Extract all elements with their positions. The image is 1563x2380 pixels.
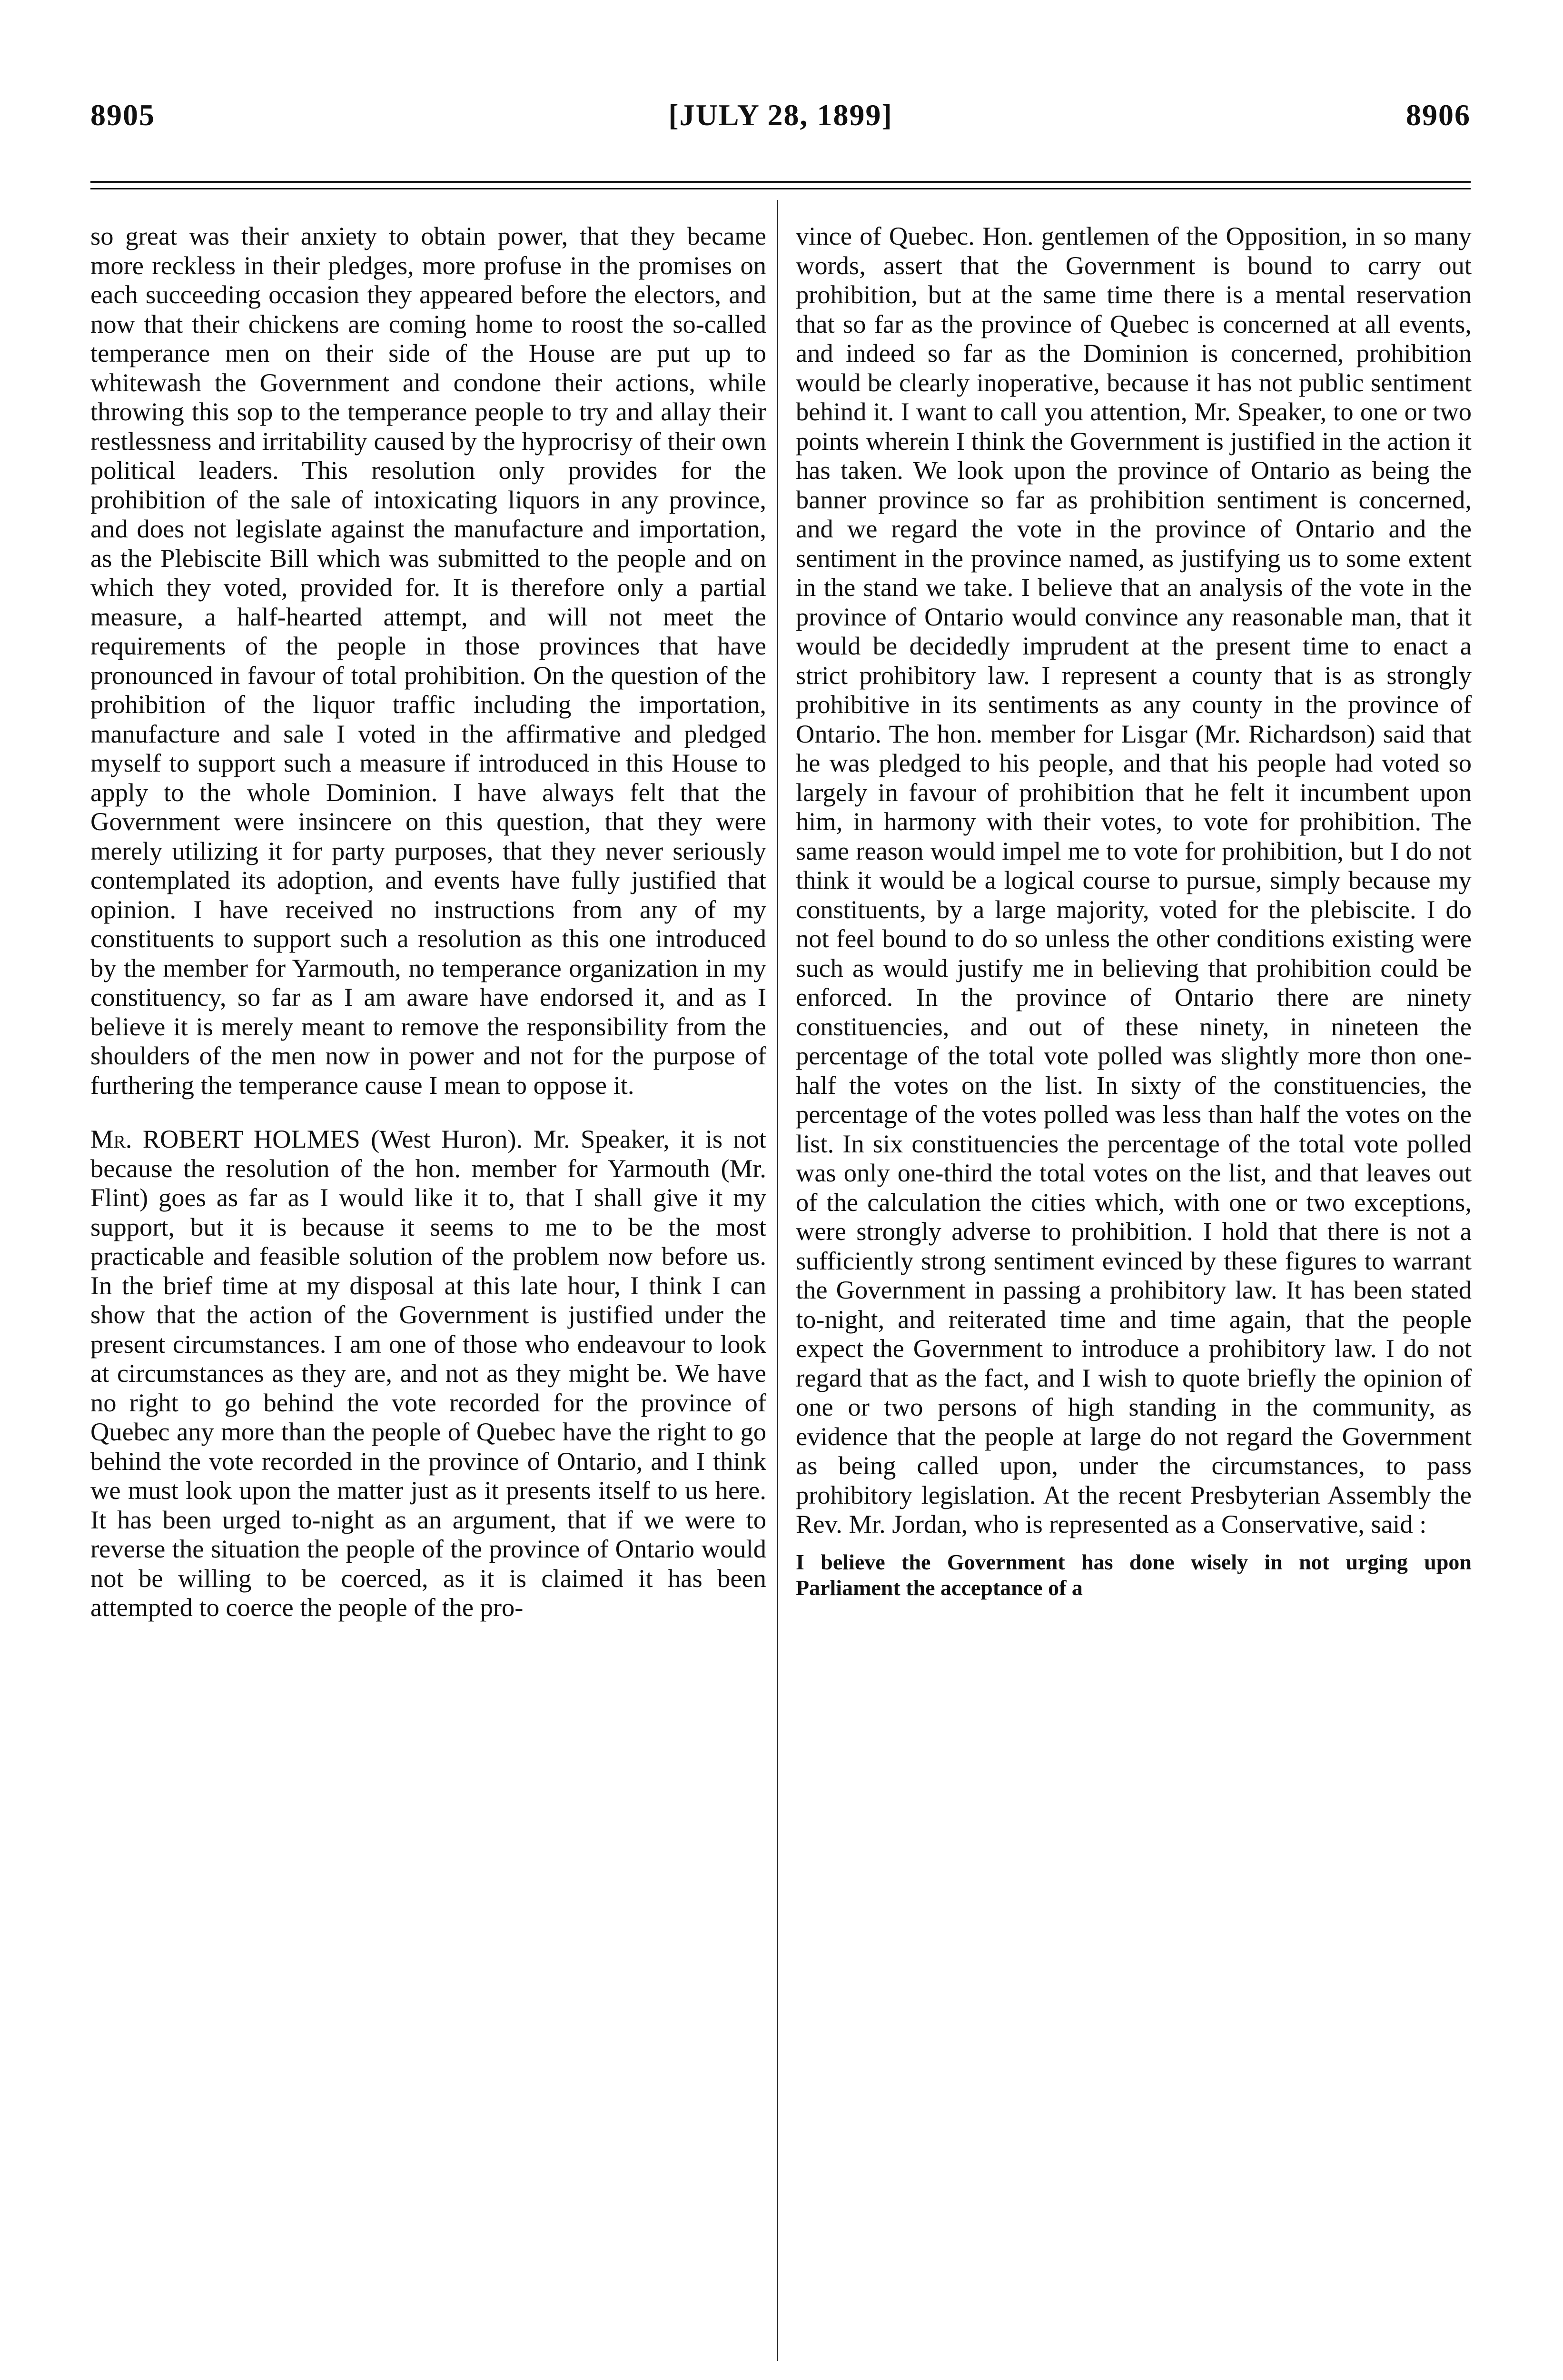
block-quote: I believe the Government has done wisely in not urging upon Parliament the acceptance of a <box>796 1549 1472 1600</box>
column-divider <box>777 200 778 2361</box>
speech-text: Mr. Speaker, it is not because the resolution of the hon. member for Yarmouth (Mr. Flint) goes as far as I would like it to, that I shall give it my support, but it is because it seems to me to be the most practicable and feasible solution of the problem now before us. In the brief time at my disposal at this late hour, I think I can show that the action of the Government is justified under the present circumstances. I am one of those who endeavour to look at circumstances as they are, and not as they might be. We have no right to go behind the vote recorded for the province of Quebec any more than the people of Quebec have the right to go behind the vote recorded in the province of Ontario, and I think we must look upon the matter just as it presents itself to us here. It has been urged to-night as an argument, that if we were to reverse the situation the people of the province of Ontario would not be willing to be coerced, as it is claimed it has been attempted to coerce the people of the pro- <box>90 1124 767 1622</box>
speaker-name: Mr. ROBERT HOLMES <box>90 1124 360 1153</box>
speaker-riding: (West Huron). <box>360 1124 523 1153</box>
right-paragraph-1: vince of Quebec. Hon. gentlemen of the Opposition, in so many words, assert that the Government is bound to carry out prohibition, but at the same time there is a mental reservation that so far as the province of Quebec is concerned at all events, and indeed so far as the Dominion is concerned, prohibition would be clearly inoperative, because it has not public sentiment behind it. I want to call you attention, Mr. Speaker, to one or two points wherein I think the Government is justified in the action it has taken. We look upon the province of Ontario as being the banner province so far as prohibition sentiment is concerned, and we regard the vote in the province of Ontario and the sentiment in the province named, as justifying us to some extent in the stand we take. I believe that an analysis of the vote in the province of Ontario would convince any reasonable man, that it would be decidedly imprudent at the present time to enact a strict prohibitory law. I represent a county that is as strongly prohibitive in its sentiments as any county in the province of Ontario. The hon. member for Lisgar (Mr. Richardson) said that he was pledged to his people, and that his people had voted so largely in favour of prohibition that he felt it incumbent upon him, in harmony with their votes, to vote for prohibition. The same reason would impel me to vote for prohibition, but I do not think it would be a logical course to pursue, simply because my constituents, by a large majority, voted for the plebiscite. I do not feel bound to do so unless the other conditions existing were such as would justify me in believing that prohibition could be enforced. In the province of Ontario there are ninety constituencies, and out of these ninety, in nineteen the percentage of the total vote polled was slightly more thon one-half the votes on the list. In sixty of the constituencies, the percentage of the votes polled was less than half the votes on the list. In six constituencies the percentage of the total vote polled was only one-third the total votes on the list, and that leaves out of the calculation the cities which, with one or two exceptions, were strongly adverse to prohibition. I hold that there is not a sufficiently strong sentiment evinced by these figures to warrant the Government in passing a prohibitory law. It has been stated to-night, and reiterated time and time again, that the people expect the Government to introduce a prohibitory law. I do not regard that as the fact, and I wish to quote briefly the opinion of one or two persons of high standing in the community, as evidence that the people at large do not regard the Government as being called upon, under the circumstances, to pass prohibitory legislation. At the recent Presbyterian Assembly the Rev. Mr. Jordan, who is represented as a Conservative, said : <box>796 221 1472 1538</box>
header-rule-thin <box>90 188 1471 189</box>
left-paragraph-1: so great was their anxiety to obtain power, that they became more reckless in their pledges, more profuse in the promises on each succeeding occasion they appeared before the electors, and now that their chickens are coming home to roost the so-called temperance men on their side of the House are put up to whitewash the Government and condone their actions, while throwing this sop to the temperance people to try and allay their restlessness and irritability caused by the hyprocrisy of their own political leaders. This resolution only provides for the prohibition of the sale of intoxicating liquors in any province, and does not legislate against the manufacture and importation, as the Plebiscite Bill which was submitted to the people and on which they voted, provided for. It is therefore only a partial measure, a half-hearted attempt, and will not meet the requirements of the people in those provinces that have pronounced in favour of total prohibition. On the question of the prohibition of the liquor traffic including the importation, manufacture and sale I voted in the affirmative and pledged myself to support such a measure if introduced in this House to apply to the whole Dominion. I have always felt that the Government were insincere on this question, that they were merely utilizing it for party purposes, that they never seriously contemplated its adoption, and events have fully justified that opinion. I have received no instructions from any of my constituents to support such a resolution as this one introduced by the member for Yarmouth, no temperance organization in my constituency, so far as I am aware have endorsed it, and as I believe it is merely meant to remove the responsibility from the shoulders of the men now in power and not for the purpose of furthering the temperance cause I mean to oppose it. <box>90 221 766 1100</box>
page-number-right: 8906 <box>1406 98 1471 132</box>
left-column <box>90 221 766 1622</box>
right-column <box>796 221 1472 1601</box>
header-rule-thick <box>90 181 1471 183</box>
page-number-left: 8905 <box>90 98 155 132</box>
speech-paragraph <box>90 1124 766 1622</box>
page-header <box>90 98 1471 155</box>
page-date: [JULY 28, 1899] <box>668 98 893 132</box>
